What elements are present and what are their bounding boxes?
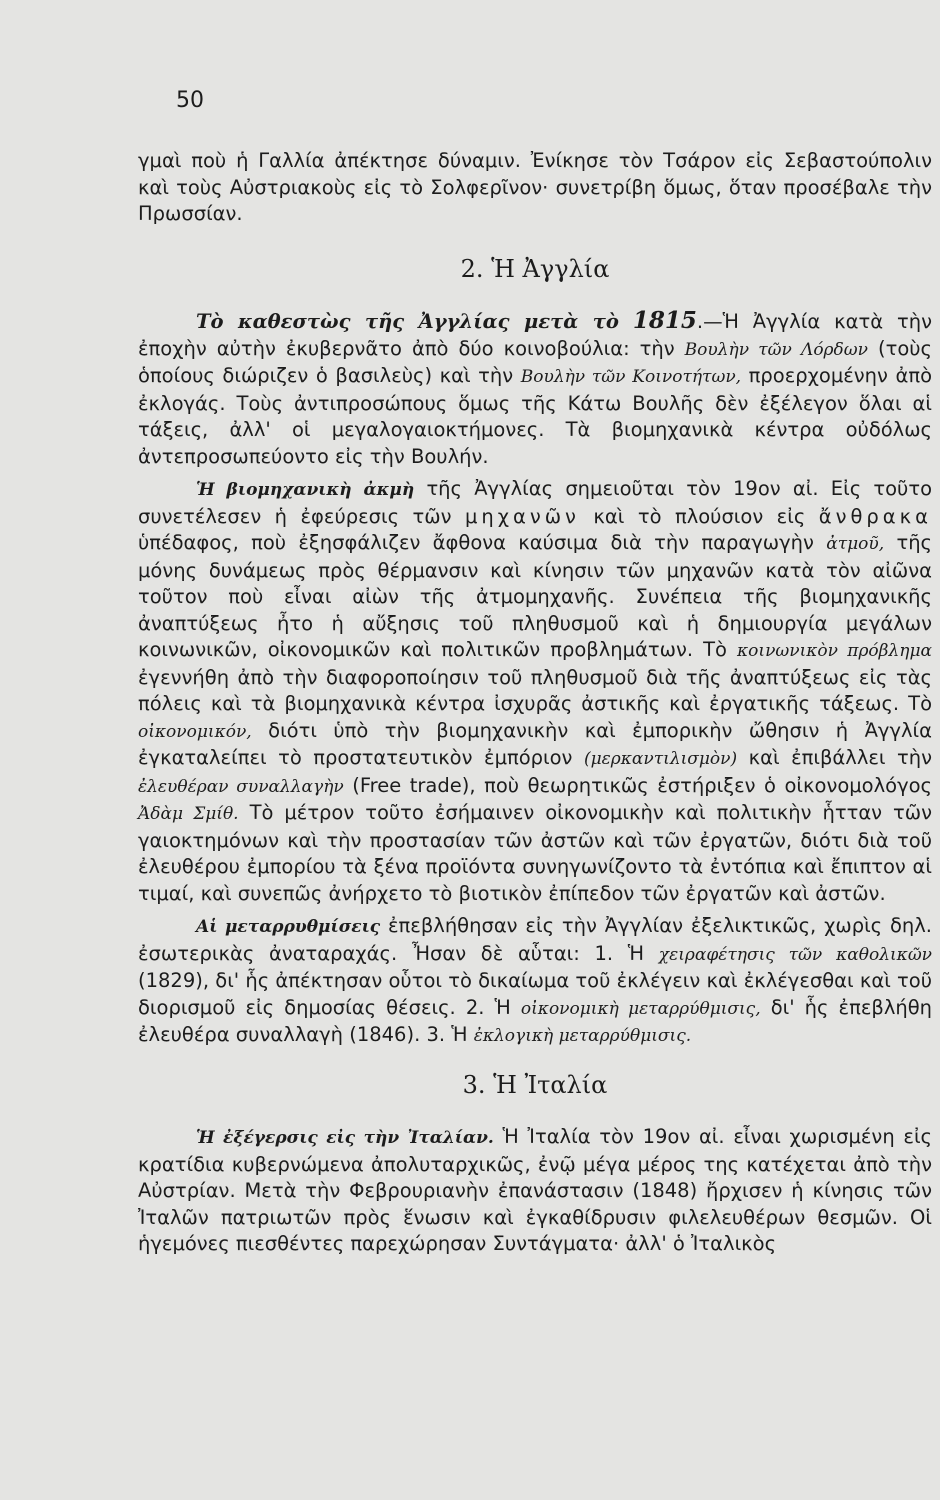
italic-term: οἰκονομικὴ μεταρρύθμισις, [520,998,761,1019]
italic-term: ἀτμοῦ, [826,534,885,554]
section-heading-italy: 3. Ἡ Ἰταλία [462,1070,608,1099]
text-run: τῆς μόνης δυνάμεως πρὸς θέρμανσιν καὶ κίνησιν τῶν μηχανῶν κατὰ τὸν αἰῶνα τοῦτον ποὺ εἶναι αἰὼν τῆς ἀτμομηχανῆς. Συνέπεια τῆς βιομηχανικῆς ἀναπτύξεως ἦτο ἡ αὔξησις τοῦ πληθυσμοῦ καὶ ἡ δημιουργία μεγάλων κοινωνικῶν, οἰκονομικῶν καὶ πολιτικῶν προβλημάτων. Τὸ [138,531,932,661]
italic-term: ἐλευθέραν συναλλαγὴν [138,776,344,797]
italic-term: (μερκαντιλισμὸν) [583,749,738,769]
italic-term: ἐκλογικὴ μεταρρύθμισις. [473,1026,692,1046]
page-body [138,148,932,1258]
lead-phrase: Ἡ ἐξέγερσις εἰς τὴν Ἰταλίαν. [196,1128,494,1148]
text-run: Τὸ μέτρον τοῦτο ἐσήμαινεν οἰκονομικὴν καὶ πολιτικὴν ἧτταν τῶν γαιοκτημόνων καὶ τὴν προστασίαν τῶν ἀστῶν καὶ τῶν ἐργατῶν, διότι διὰ τοῦ ἐλευθέρου ἐμπορίου τὰ ξένα προϊόντα συνηγωνίζοντο τὰ ἐντόπια καὶ ἔπιπτον αἱ τιμαί, καὶ συνεπῶς ἀνήρχετο τὸ βιοτικὸν ἐπίπεδον τῶν ἐργατῶν καὶ ἀστῶν. [138,801,932,905]
text-run: προερχομένην ἀπὸ ἐκλογάς. Τοὺς ἀντιπροσώπους ὅμως τῆς Κάτω Βουλῆς δὲν ἐξέλεγον ὅλαι αἱ τάξεις, ἀλλ' οἱ μεγαλογαιοκτήμονες. Τὰ βιομηχανικὰ κέντρα οὐδόλως ἀντεπροσωπεύοντο εἰς τὴν Βουλήν. [138,364,933,468]
text-run: τῆς Ἀγγλίας σημειοῦται τὸν 19ον αἰ. Εἰς τοῦτο συνετέλεσεν ἡ ἐφεύρεσις τῶν [138,477,933,528]
text-run: .—Ἡ Ἀγγλία κατὰ τὴν ἐποχὴν αὐτὴν ἐκυβερνᾶτο ἀπὸ δύο κοινοβούλια: τὴν [138,310,933,360]
text-run: καὶ ἐπιβάλλει τὴν [748,746,933,769]
paragraph-industry [138,476,932,907]
text-run: δι' ἧς ἐπεβλήθη ἐλευθέρα συναλλαγὴ (1846). 3. Ἡ [138,995,933,1046]
lead-phrase: Τὸ καθεστὼς τῆς Ἀγγλίας μετὰ τὸ [196,310,619,333]
italic-term: Βουλὴν τῶν Κοινοτήτων, [520,367,742,387]
lead-year: 1815 [632,307,697,334]
text-run: (τοὺς ὁποίους διώριζεν ὁ βασιλεὺς) καὶ τὴν [138,336,932,387]
paragraph-reforms [138,913,932,1050]
text-run: καὶ τὸ πλούσιον εἰς [593,504,806,528]
paragraph-intro: γμαὶ ποὺ ἡ Γαλλία ἀπέκτησε δύναμιν. Ἐνίκησε τὸν Τσάρον εἰς Σεβαστούπολιν καὶ τοὺς Αὐστριακοὺς εἰς τὸ Σολφερῖνον· συνετρίβη ὅμως, ὅταν προσέβαλε τὴν Πρωσσίαν. [138,149,932,225]
spaced-term: μηχανῶν [464,504,580,528]
paragraph-italy [138,1124,932,1258]
text-run: διότι ὑπὸ τὴν βιομηχανικὴν καὶ ἐμπορικὴν ὤθησιν ἡ Ἀγγλία ἐγκαταλείπει τὸ προστατευτικὸν ἐμπόριον [138,718,933,769]
text-run: Ἡ Ἰταλία τὸν 19ον αἰ. εἶναι χωρισμένη εἰς κρατίδια κυβερνώμενα ἀπολυταρχικῶς, ἐνῷ μέγα μέρος της κατέχεται ἀπὸ τὴν Αὐστρίαν. Μετὰ τὴν Φεβρουριανὴν ἐπανάστασιν (1848) ἤρχισεν ἡ κίνησις τῶν Ἰταλῶν πατριωτῶν πρὸς ἕνωσιν καὶ ἐγκαθίδρυσιν φιλελευθέρων θεσμῶν. Οἱ ἡγεμόνες πιεσθέντες παρεχώρησαν Συντάγματα· ἀλλ' ὁ Ἰταλικὸς [138,1125,932,1255]
lead-phrase: Αἱ μεταρρυθμίσεις [196,917,381,937]
spaced-term: ἄνθρακα [818,504,933,528]
section-heading-england: 2. Ἡ Ἀγγλία [460,254,610,283]
text-run: (Free trade), ποὺ θεωρητικῶς ἐστήριξεν ὁ οἰκονομολόγος [352,773,932,797]
text-run: ὑπέδαφος, ποὺ ἐξησφάλιζεν ἄφθονα καύσιμα διὰ τὴν παραγωγὴν [138,531,814,554]
lead-phrase: Ἡ βιομηχανικὴ ἀκμὴ [196,480,415,500]
text-run: ἐγεννήθη ἀπὸ τὴν διαφοροποίησιν τοῦ πληθυσμοῦ διὰ τῆς ἀναπτύξεως εἰς τὰς πόλεις καὶ τὰ βιομηχανικὰ κέντρα ἰσχυρᾶς ἀστικῆς καὶ ἐργατικῆς τάξεως. Τὸ [138,665,932,715]
italic-term: οἰκονομικόν, [138,721,252,742]
italic-term: κοινωνικὸν πρόβλημα [737,641,932,661]
italic-term: χειραφέτησις τῶν καθολικῶν [658,944,933,965]
italic-term: Ἀδὰμ Σμίθ. [138,804,239,824]
text-run: (1829), δι' ἧς ἀπέκτησαν οὗτοι τὸ δικαίωμα τοῦ ἐκλέγειν καὶ ἐκλέγεσθαι καὶ τοῦ διορισμοῦ εἰς δημοσίας θέσεις. 2. Ἡ [138,969,932,1019]
paragraph-regime [138,308,932,470]
text-run: ἐπεβλήθησαν εἰς τὴν Ἀγγλίαν ἐξελικτικῶς, χωρὶς δηλ. ἐσωτερικὰς ἀναταραχάς. Ἦσαν δὲ αὗται: 1. Ἡ [138,914,933,965]
italic-term: Βουλὴν τῶν Λόρδων [684,339,868,360]
page-number: 50 [176,88,204,113]
